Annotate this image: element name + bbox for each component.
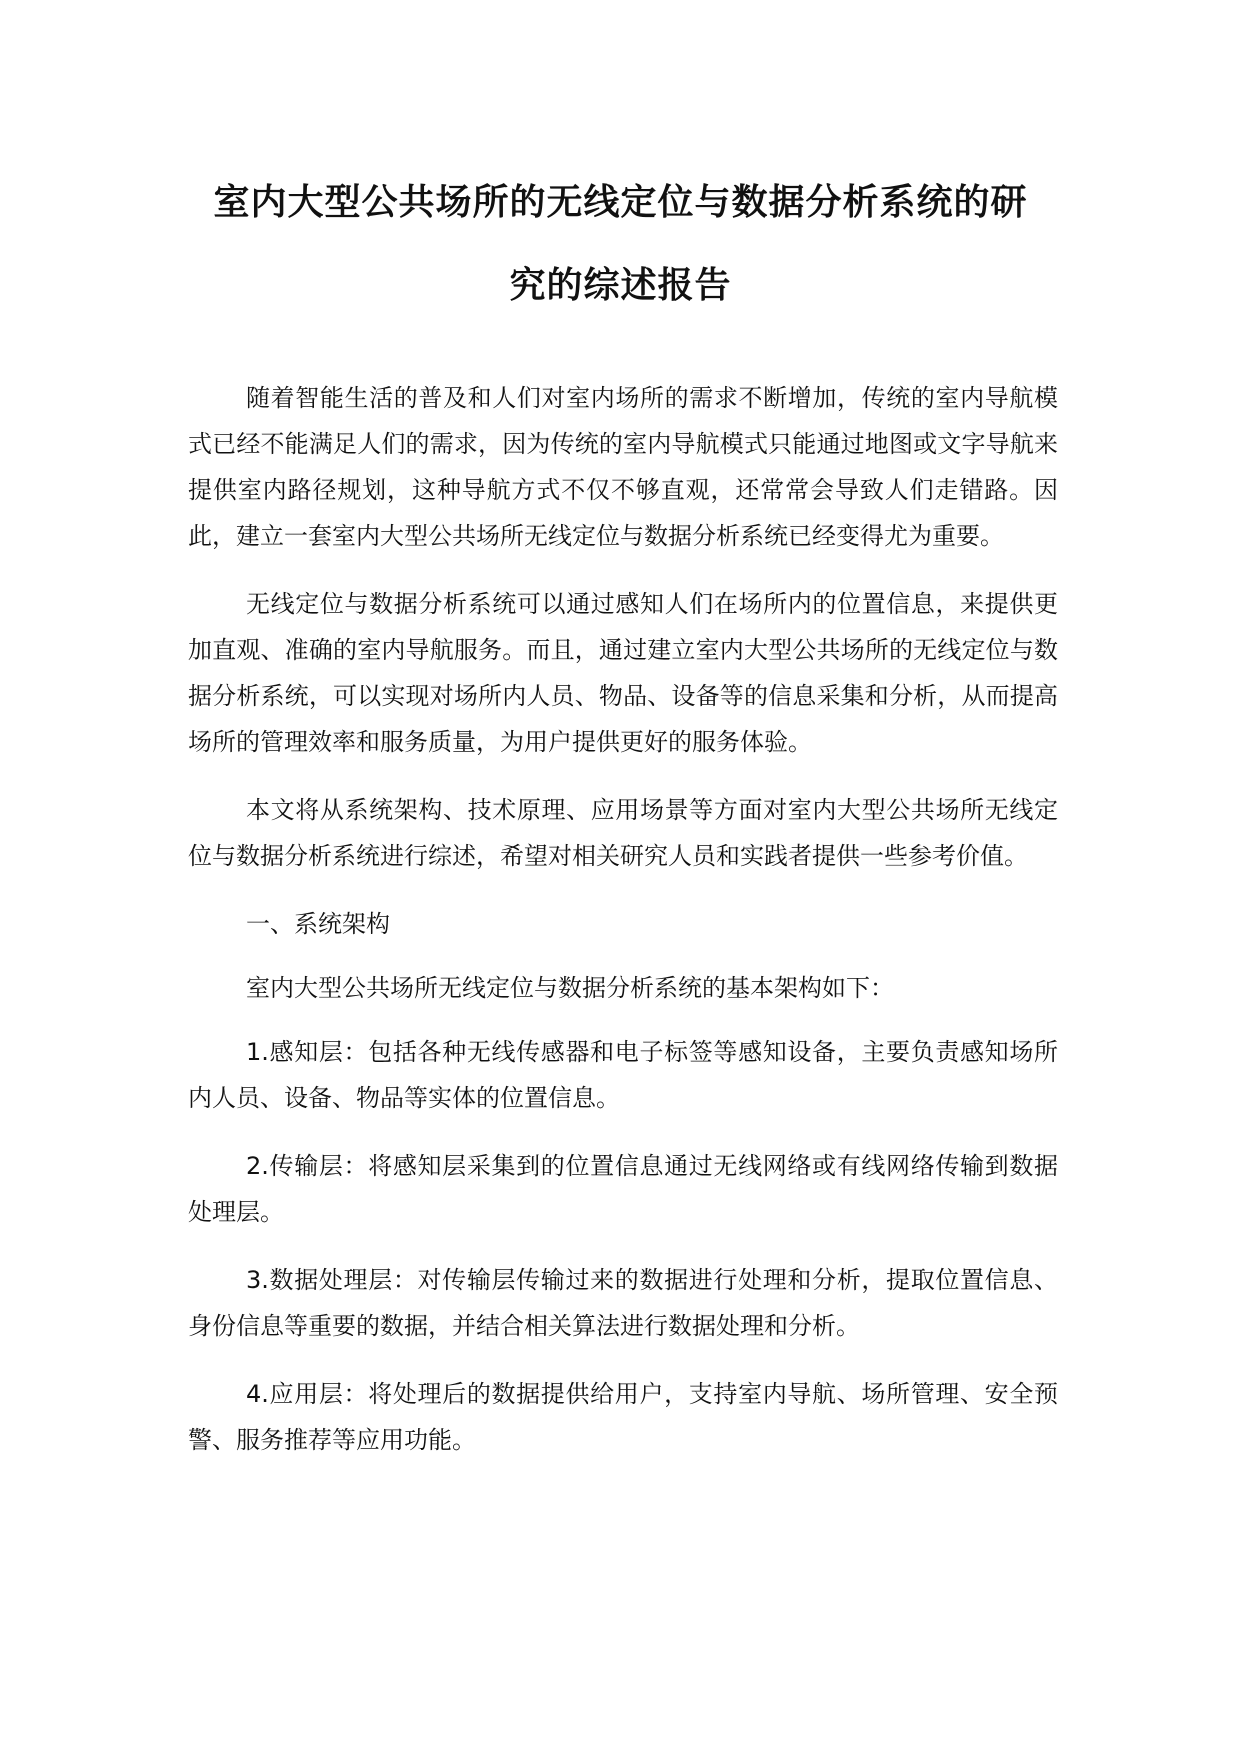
list-item-processing-layer: 3.数据处理层：对传输层传输过来的数据进行处理和分析，提取位置信息、身份信息等重要的数据，并结合相关算法进行数据处理和分析。 [188,1266,1058,1340]
section-heading-architecture: 一、系统架构 [246,910,390,938]
list-item-transport-layer: 2.传输层：将感知层采集到的位置信息通过无线网络或有线网络传输到数据处理层。 [188,1152,1058,1226]
paragraph-scope: 本文将从系统架构、技术原理、应用场景等方面对室内大型公共场所无线定位与数据分析系统进行综述，希望对相关研究人员和实践者提供一些参考价值。 [188,796,1058,870]
list-item-sensing-layer: 1.感知层：包括各种无线传感器和电子标签等感知设备，主要负责感知场所内人员、设备、物品等实体的位置信息。 [188,1038,1058,1112]
paragraph-intro: 随着智能生活的普及和人们对室内场所的需求不断增加，传统的室内导航模式已经不能满足人们的需求，因为传统的室内导航模式只能通过地图或文字导航来提供室内路径规划，这种导航方式不仅不够直观，还常常会导致人们走错路。因此，建立一套室内大型公共场所无线定位与数据分析系统已经变得尤为重要。 [188,384,1058,550]
document-body [188,375,1058,1485]
document-title-line-1: 室内大型公共场所的无线定位与数据分析系统的研 [213,182,1028,223]
paragraph-architecture-intro: 室内大型公共场所无线定位与数据分析系统的基本架构如下： [246,974,894,1002]
list-item-application-layer: 4.应用层：将处理后的数据提供给用户，支持室内导航、场所管理、安全预警、服务推荐等应用功能。 [188,1380,1058,1454]
document-title-line-2: 究的综述报告 [509,265,732,306]
paragraph-system-benefits: 无线定位与数据分析系统可以通过感知人们在场所内的位置信息，来提供更加直观、准确的室内导航服务。而且，通过建立室内大型公共场所的无线定位与数据分析系统，可以实现对场所内人员、物品、设备等的信息采集和分析，从而提高场所的管理效率和服务质量，为用户提供更好的服务体验。 [188,590,1058,756]
